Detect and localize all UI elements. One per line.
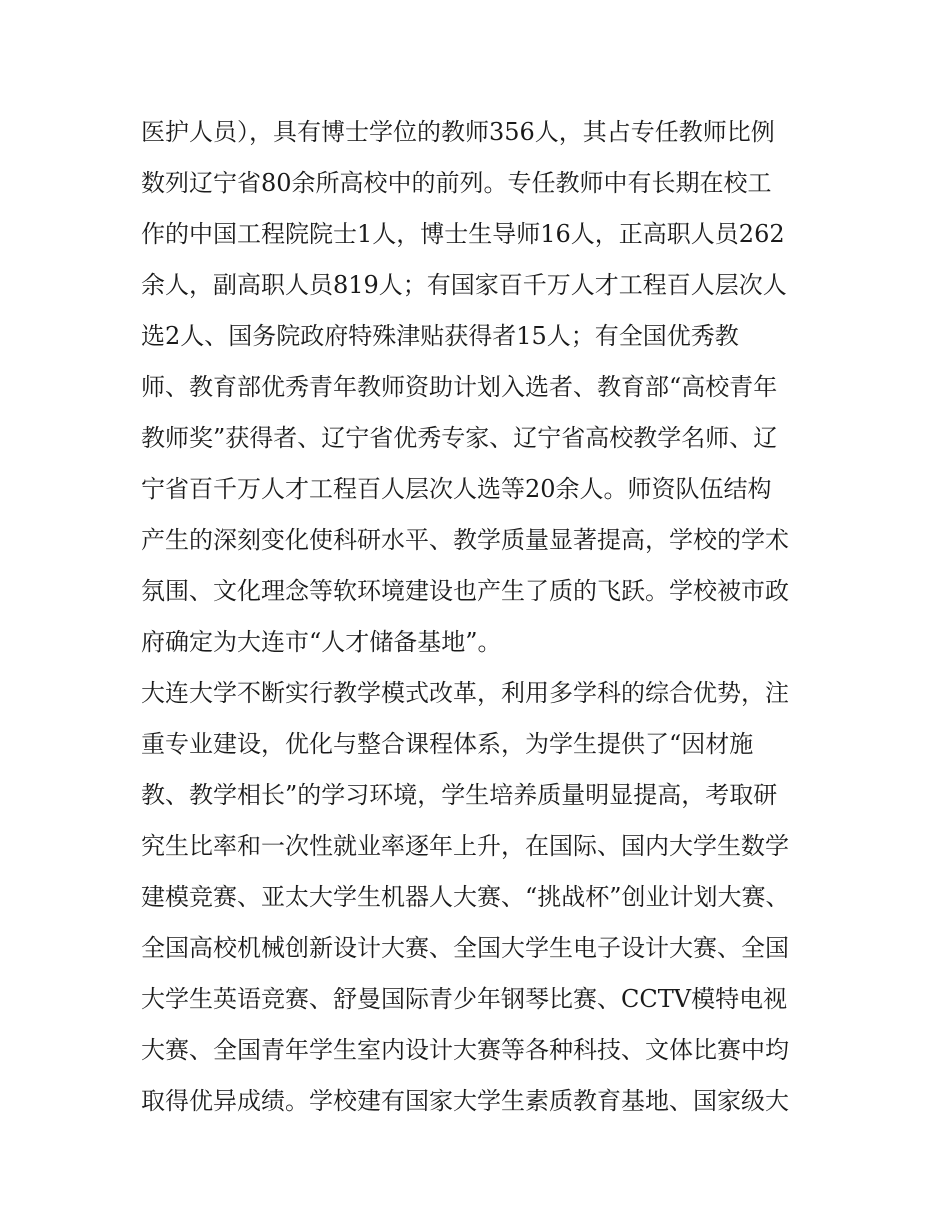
text-line: 重专业建设，优化与整合课程体系，为学生提供了“因材施 [141, 730, 754, 758]
text-line: 宁省百千万人才工程百人层次人选等20余人。师资队伍结构 [141, 475, 772, 503]
text-line: 数列辽宁省80余所高校中的前列。专任教师中有长期在校工 [141, 169, 772, 197]
text-line: 究生比率和一次性就业率逐年上升，在国际、国内大学生数学 [141, 832, 789, 860]
text-line: 师、教育部优秀青年教师资助计划入选者、教育部“高校青年 [141, 373, 778, 401]
text-line: 教师奖”获得者、辽宁省优秀专家、辽宁省高校教学名师、辽 [141, 424, 778, 452]
body-text [141, 107, 821, 1127]
text-line: 作的中国工程院院士1人，博士生导师16人，正高职人员262 [141, 220, 785, 248]
text-line: 大赛、全国青年学生室内设计大赛等各种科技、文体比赛中均 [141, 1036, 789, 1064]
text-line: 产生的深刻变化使科研水平、教学质量显著提高，学校的学术 [141, 526, 789, 554]
text-line: 全国高校机械创新设计大赛、全国大学生电子设计大赛、全国 [141, 934, 789, 962]
text-line: 余人，副高职人员819人；有国家百千万人才工程百人层次人 [141, 271, 787, 299]
text-line: 教、教学相长”的学习环境，学生培养质量明显提高，考取研 [141, 781, 778, 809]
text-line: 建模竞赛、亚太大学生机器人大赛、“挑战杯”创业计划大赛、 [141, 883, 790, 911]
text-line: 大学生英语竞赛、舒曼国际青少年钢琴比赛、CCTV模特电视 [141, 985, 788, 1013]
text-line: 选2人、国务院政府特殊津贴获得者15人；有全国优秀教 [141, 322, 739, 350]
text-line: 府确定为大连市“人才储备基地”。 [141, 628, 502, 656]
text-line: 氛围、文化理念等软环境建设也产生了质的飞跃。学校被市政 [141, 577, 789, 605]
text-line: 大连大学不断实行教学模式改革，利用多学科的综合优势，注 [141, 679, 789, 707]
text-line: 医护人员），具有博士学位的教师356人，其占专任教师比例 [141, 118, 775, 146]
text-line: 取得优异成绩。学校建有国家大学生素质教育基地、国家级大 [141, 1087, 789, 1115]
